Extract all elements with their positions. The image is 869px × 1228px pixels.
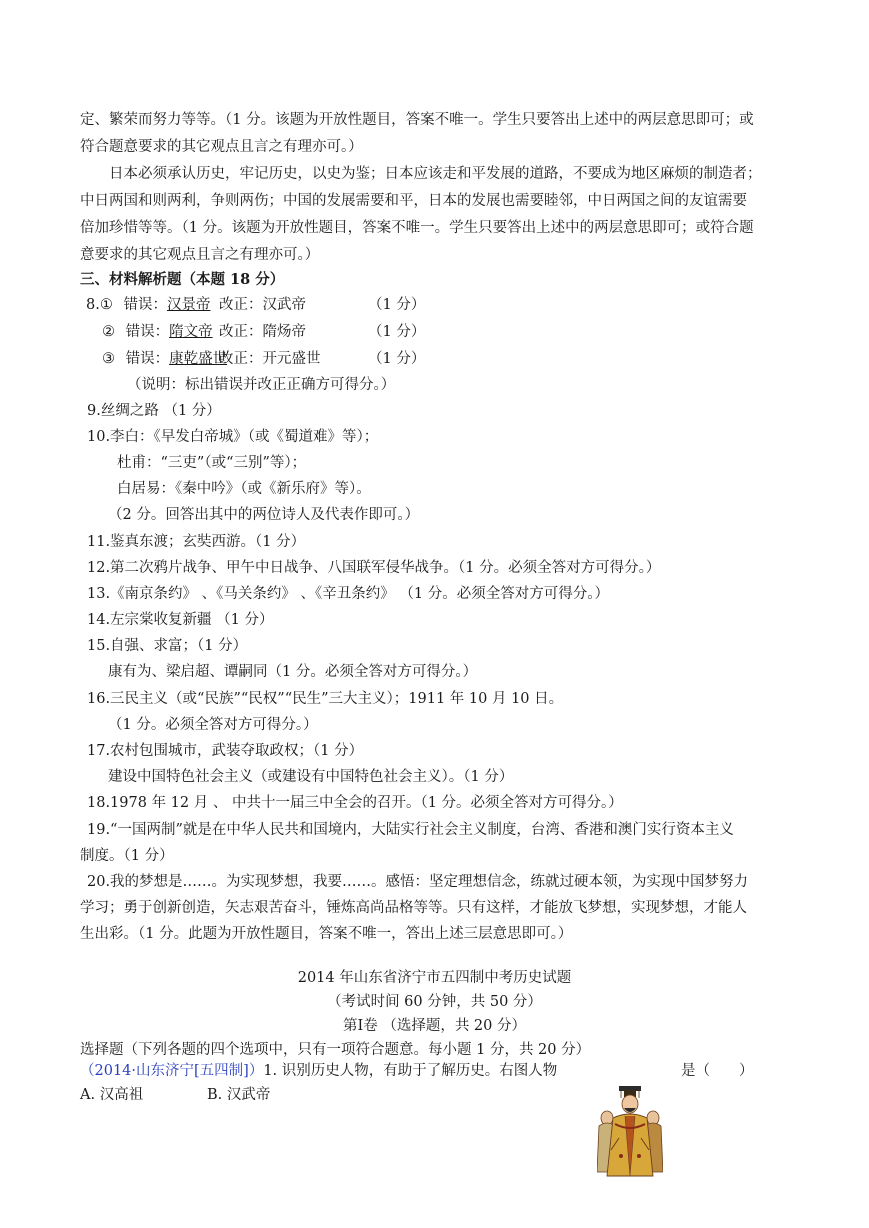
q10-line: 10.李白：《早发白帝城》（或《蜀道难》等）；	[87, 429, 379, 445]
exam-instructions: 选择题（下列各题的四个选项中，只有一项符合题意。每小题 1 分，共 20 分）	[80, 1042, 591, 1058]
q8-number: 8.①	[86, 297, 113, 313]
answer-text-line: 意要求的其它观点且言之有理亦可。）	[80, 247, 320, 263]
error-label: 错误：	[123, 297, 167, 313]
answer-text-line: 定、繁荣而努力等等。（1 分。该题为开放性题目，答案不唯一。学生只要答出上述中的两层意思即可；或	[80, 112, 754, 128]
q11-answer: 11.鉴真东渡；玄奘西游。（1 分）	[87, 534, 306, 550]
q8-row-3	[102, 349, 426, 369]
q16-line: 16.三民主义（或“民族”“民权”“民生”三大主义）；1911 年 10 月 10 日。	[87, 691, 564, 707]
answer-text-line: 中日两国和则两利，争则两伤；中国的发展需要和平，日本的发展也需要睦邻，中日两国之间的友谊需要	[80, 193, 747, 209]
section-heading: 三、材料解析题（本题 18 分）	[80, 271, 285, 288]
error-label: 错误：	[125, 351, 170, 367]
q10-line: 白居易：《秦中吟》（或《新乐府》等）。	[117, 481, 371, 497]
q19-line: 19.“一国两制”就是在中华人民共和国境内，大陆实行社会主义制度，台湾、香港和澳门实行资本主义	[87, 822, 734, 838]
answer-blank: 是（ ）	[681, 1063, 754, 1079]
correction: 改正：开元盛世	[219, 351, 321, 367]
correction: 改正：隋炀帝	[219, 324, 306, 340]
q12-answer: 12.第二次鸦片战争、甲午中日战争、八国联军侵华战争。（1 分。必须全答对方可得分。）	[87, 560, 661, 576]
q14-answer: 14.左宗棠收复新疆 （1 分）	[87, 612, 274, 628]
q17-line: 17.农村包围城市，武装夺取政权；（1 分）	[87, 743, 364, 759]
exam-part: 第Ⅰ卷 （选择题，共 20 分）	[342, 1018, 526, 1034]
q13-answer: 13.《南京条约》 、《马关条约》 、《辛丑条约》 （1 分。必须全答对方可得分。）	[87, 586, 609, 602]
score: （1 分）	[368, 351, 426, 367]
q9-answer: 9.丝绸之路 （1 分）	[87, 403, 221, 419]
answer-text-line: 日本必须承认历史，牢记历史，以史为鉴；日本应该走和平发展的道路，不要成为地区麻烦的制造者；	[109, 166, 762, 182]
correction: 改正：汉武帝	[219, 297, 306, 313]
error-value: 汉景帝	[166, 297, 211, 313]
exam-subtitle: （考试时间 60 分钟，共 50 分）	[327, 994, 542, 1010]
q10-note: （2 分。回答出其中的两位诗人及代表作即可。）	[108, 507, 420, 523]
emperor-portrait-icon	[597, 1080, 663, 1178]
q20-line: 20.我的梦想是……。为实现梦想，我要……。感悟：坚定理想信念，练就过硬本领，为实现中国梦努力	[87, 874, 749, 890]
error-value: 隋文帝	[169, 324, 213, 340]
question-text: 1. 识别历史人物，有助于了解历史。右图人物	[263, 1063, 558, 1079]
error-label: 错误：	[125, 324, 170, 340]
q17-line: 建设中国特色社会主义（或建设有中国特色社会主义）。（1 分）	[108, 769, 514, 785]
score: （1 分）	[368, 297, 426, 313]
exam-title: 2014 年山东省济宁市五四制中考历史试题	[297, 970, 572, 986]
q8-note: （说明：标出错误并改正正确方可得分。）	[127, 377, 396, 393]
q15-line: 康有为、梁启超、谭嗣同（1 分。必须全答对方可得分。）	[108, 664, 478, 680]
q10-line: 杜甫：“三吏”（或“三别”等）；	[117, 455, 307, 471]
error-value: 康乾盛世	[169, 351, 228, 367]
question-1	[80, 1061, 557, 1081]
answer-text-line: 倍加珍惜等等。（1 分。该题为开放性题目，答案不唯一。学生只要答出上述中的两层意思即可；或符合题	[80, 220, 754, 236]
option-a: A. 汉高祖	[80, 1087, 144, 1103]
q8-row-1	[86, 295, 426, 315]
q8-row-2	[102, 322, 426, 342]
q15-line: 15.自强、求富；（1 分）	[87, 638, 248, 654]
question-source: （2014·山东济宁[五四制]）	[80, 1063, 264, 1079]
answer-text-line: 符合题意要求的其它观点且言之有理亦可。）	[80, 139, 363, 155]
q18-answer: 18.1978 年 12 月 、 中共十一届三中全会的召开。（1 分。必须全答对方可得分。）	[87, 795, 623, 811]
item-number: ③	[102, 351, 115, 367]
score: （1 分）	[368, 324, 426, 340]
q20-line: 生出彩。（1 分。此题为开放性题目，答案不唯一，答出上述三层意思即可。）	[80, 926, 573, 942]
q19-line: 制度。（1 分）	[80, 848, 174, 864]
q16-note: （1 分。必须全答对方可得分。）	[108, 717, 318, 733]
q20-line: 学习；勇于创新创造，矢志艰苦奋斗，锤炼高尚品格等等。只有这样，才能放飞梦想，实现梦想，才能人	[80, 900, 747, 916]
option-b: B. 汉武帝	[207, 1087, 271, 1103]
item-number: ②	[102, 324, 115, 340]
